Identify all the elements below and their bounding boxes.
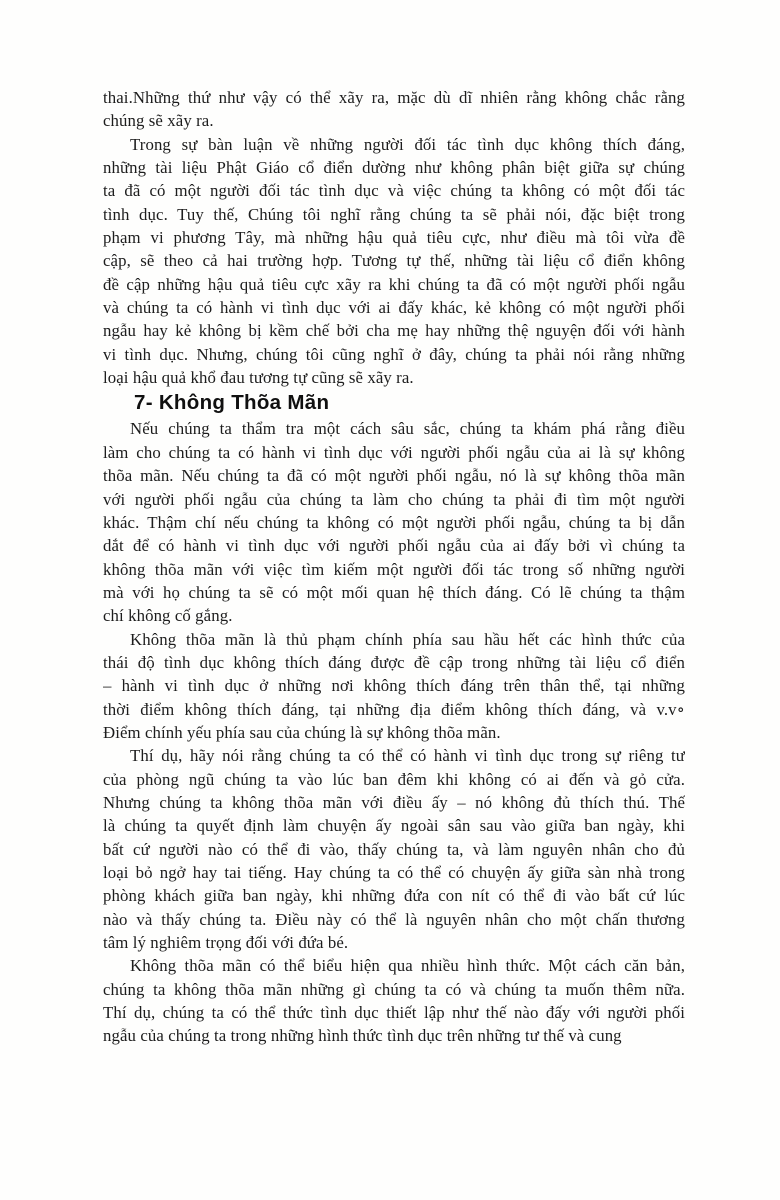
text-line: dắt để có hành vi tình dục với người phối ngẫu của ai đấy bởi vì chúng ta: [103, 536, 685, 556]
paragraph: [103, 86, 685, 133]
text-line: tình dục. Tuy thế, Chúng tôi nghĩ rằng chúng ta sẽ phải nói, đặc biệt trong: [103, 204, 685, 224]
text-line: phạm vi phương Tây, mà những hậu quả tiêu cực, như điều mà tôi vừa đề: [103, 228, 685, 248]
paragraph: [103, 133, 685, 390]
text-line: loại bỏ ngở hay tai tiếng. Hay chúng ta có thể có chuyện ấy giữa sàn nhà trong: [103, 863, 685, 882]
text-line: tâm lý nghiêm trọng đối với đứa bé.: [103, 933, 349, 953]
text-line: và chúng ta có hành vi tình dục với ai đấy khác, kẻ không có một người phối: [103, 298, 685, 318]
text-line: những tài liệu Phật Giáo cổ điển dường như không phân biệt giữa sự chúng: [103, 158, 685, 178]
text-line: Nhưng chúng ta không thõa mãn với điều ấy – nó không đủ thích thú. Thế: [103, 792, 685, 812]
text-line: nào và thấy chúng ta. Điều này có thể là nguyên nhân cho một chấn thương: [103, 909, 685, 929]
text-line: khác. Thậm chí nếu chúng ta không có một người phối ngẫu, chúng ta bị dẫn: [103, 512, 685, 532]
text-column: [103, 86, 685, 1048]
text-line: loại hậu quả khổ đau tương tự cũng sẽ xãy ra.: [103, 368, 414, 388]
text-line: thõa mãn. Nếu chúng ta đã có một người phối ngẫu, nó là sự không thõa mãn: [103, 466, 685, 486]
text-line: của phòng ngũ chúng ta vào lúc ban đêm khi không có ai đến và gỏ cửa.: [103, 769, 685, 789]
text-line: thời điểm không thích đáng, tại những địa điểm không thích đáng, và v.v∘: [103, 699, 685, 719]
paragraph: [103, 744, 685, 954]
text-line: Không thõa mãn là thủ phạm chính phía sau hầu hết các hình thức của: [130, 629, 685, 649]
text-line: bất cứ người nào có thể đi vào, thấy chúng ta, và làm nguyên nhân cho đủ: [103, 839, 685, 859]
text-line: thái độ tình dục không thích đáng được đề cập trong những tài liệu cổ điển: [103, 652, 685, 672]
text-line: chúng sẽ xãy ra.: [103, 111, 214, 131]
text-line: không thõa mãn với việc tìm kiếm một người đối tác trong số những người: [103, 559, 685, 579]
text-line: Thí dụ, chúng ta có thể thức tình dục thiết lập như thế nào đấy với người phối: [103, 1003, 685, 1023]
text-line: với người phối ngẫu của chúng ta làm cho chúng ta phải đi tìm một người: [103, 489, 685, 509]
text-line: Trong sự bàn luận về những người đối tác tình dục không thích đáng,: [130, 134, 685, 154]
text-line: đề cập những hậu quả tiêu cực xãy ra khi chúng ta đã có một người phối ngẫu: [103, 274, 685, 294]
text-line: thai.Những thứ như vậy có thể xãy ra, mặc dù dĩ nhiên rằng không chắc rằng: [103, 88, 685, 107]
section-heading: 7- Không Thõa Mãn: [134, 391, 330, 415]
text-line: cập, sẽ theo cả hai trường hợp. Tương tự thế, những tài liệu cổ điển không: [103, 251, 685, 271]
text-line: Không thõa mãn có thể biểu hiện qua nhiều hình thức. Một cách căn bản,: [130, 956, 685, 976]
text-line: phòng khách giữa ban ngày, khi những đứa con nít có thể đi vào bất cứ lúc: [103, 886, 685, 906]
paragraph: [103, 628, 685, 745]
text-line: chí không cố gắng.: [103, 606, 233, 626]
text-line: – hành vi tình dục ở những nơi không thích đáng trên thân thể, tại những: [103, 676, 685, 696]
text-line: Thí dụ, hãy nói rằng chúng ta có thể có hành vi tình dục trong sự riêng tư: [130, 746, 685, 766]
text-line: ngẫu hay kẻ không bị kềm chế bởi cha mẹ hay những thệ nguyện đối với hành: [103, 321, 685, 341]
text-line: ngẫu của chúng ta trong những hình thức tình dục trên những tư thế và cung: [103, 1026, 622, 1046]
text-line: làm cho chúng ta có hành vi tình dục với người phối ngẫu của ai là sự không: [103, 442, 685, 462]
text-line: chúng ta không thõa mãn những gì chúng ta có và chúng ta muốn thêm nữa.: [103, 979, 685, 999]
text-line: Điểm chính yếu phía sau của chúng là sự không thõa mãn.: [103, 722, 501, 742]
text-line: mà với họ chúng ta sẽ có một mối quan hệ thích đáng. Có lẽ chúng ta thậm: [103, 582, 685, 602]
text-line: Nếu chúng ta thẩm tra một cách sâu sắc, chúng ta khám phá rằng điều: [130, 419, 685, 439]
paragraph: [103, 417, 685, 627]
text-line: là chúng ta quyết định làm chuyện ấy ngoài sân sau vào giữa ban ngày, khi: [103, 816, 685, 836]
paragraph: [103, 954, 685, 1047]
text-line: ta đã có một người đối tác tình dục và việc chúng ta không có một đối tác: [103, 181, 685, 201]
text-line: vi tình dục. Nhưng, chúng tôi cũng nghĩ ở đây, chúng ta phải nói rằng những: [103, 344, 685, 364]
